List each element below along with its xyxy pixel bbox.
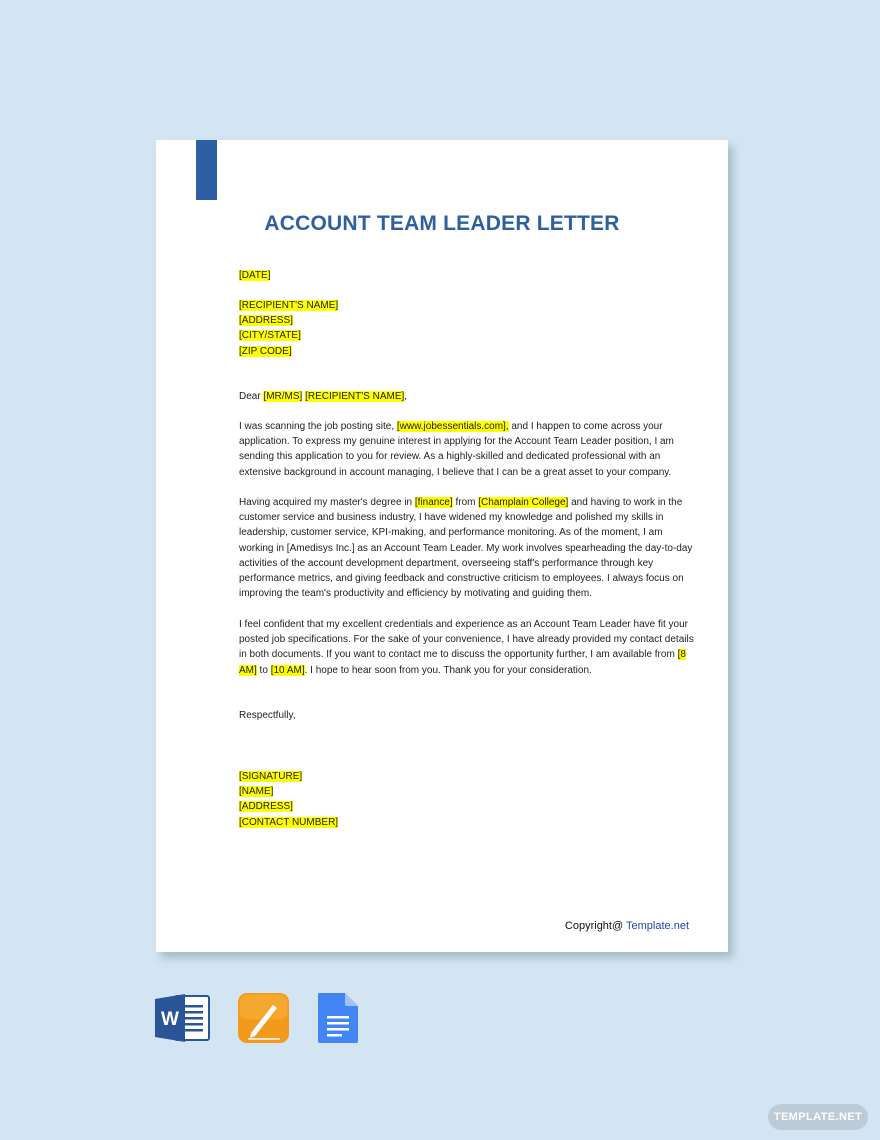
- copyright-brand: Template.net: [626, 920, 689, 932]
- letter-title: ACCOUNT TEAM LEADER LETTER: [264, 212, 620, 235]
- signature-placeholder: [SIGNATURE]: [239, 771, 303, 782]
- sender-contact: [CONTACT NUMBER]: [239, 816, 339, 828]
- date-placeholder: [DATE]: [239, 270, 271, 281]
- recipient-zip: [ZIP CODE]: [239, 345, 292, 357]
- p2-text-mid: from: [452, 497, 479, 508]
- sender-address: [ADDRESS]: [239, 801, 293, 813]
- recipient-address: [ADDRESS]: [239, 315, 293, 327]
- template-net-badge[interactable]: TEMPLATE.NET: [768, 1104, 868, 1130]
- recipient-name: [RECIPIENT'S NAME]: [239, 300, 339, 311]
- time-to-placeholder: [10 AM]: [270, 664, 305, 676]
- copyright-label: Copyright@: [564, 920, 627, 932]
- p3-text-mid: to: [256, 664, 271, 676]
- paragraph-1: [239, 419, 699, 480]
- college-placeholder: [Champlain College]: [478, 497, 569, 508]
- paragraph-3: [239, 617, 699, 678]
- word-icon[interactable]: [155, 993, 211, 1043]
- p1-text-before: I was scanning the job posting site,: [239, 421, 397, 432]
- letter-page: [156, 140, 728, 952]
- salutation-title: [MR/MS]: [263, 391, 303, 402]
- salutation: [239, 389, 699, 404]
- salutation-suffix: ,: [404, 391, 408, 402]
- degree-placeholder: [finance]: [414, 497, 453, 508]
- closing: Respectfully,: [239, 710, 296, 721]
- p2-text-after: and having to work in the customer service and business industry, I have widened my knowledge and polished my skills in leadership, customer service, KPI-making, and performance monitoring. As of the moment, I am working in [Amedisys Inc.] as an Account Team Leader. My work involves spearheading the day-to-day activities of the account development department, overseeing staff's performance through key performance metrics, and giving feedback and constructive criticism to employees. I always focus on improving the team's productivity and efficiency by motivating and guiding them.: [239, 497, 693, 600]
- pages-icon[interactable]: [238, 993, 290, 1043]
- time-from-placeholder: [8 AM]: [239, 649, 686, 676]
- p2-text-before: Having acquired my master's degree in: [239, 497, 415, 508]
- copyright: [565, 920, 689, 932]
- p1-text-after: and I happen to come across your application. To express my genuine interest in applying for the Account Team Leader position, I am sending this application to you for review. As a highly-skilled and dedicated professional with an extensive background in account managing, I believe that I can be a great asset to your company.: [239, 421, 674, 478]
- p3-text-after: . I hope to hear soon from you. Thank you for your consideration.: [304, 664, 592, 676]
- sender-block: [239, 769, 699, 830]
- salutation-prefix: Dear: [239, 391, 264, 402]
- paragraph-2: [239, 495, 699, 601]
- google-docs-icon[interactable]: [317, 993, 359, 1043]
- recipient-block: [239, 298, 699, 359]
- accent-bar: [196, 140, 217, 200]
- site-placeholder: [www.jobessentials.com],: [396, 421, 509, 432]
- sender-name: [NAME]: [239, 786, 274, 798]
- salutation-name: [RECIPIENT'S NAME]: [305, 391, 405, 402]
- p3-text-before: I feel confident that my excellent credentials and experience as an Account Team Leader have fit your posted job specifications. For the sake of your convenience, I have already provided my contact details in both documents. If you want to contact me to discuss the opportunity further, I am available from: [239, 619, 694, 661]
- svg-text:W: W: [161, 1009, 179, 1030]
- recipient-city-state: [CITY/STATE]: [239, 330, 301, 342]
- date-block: [239, 268, 699, 283]
